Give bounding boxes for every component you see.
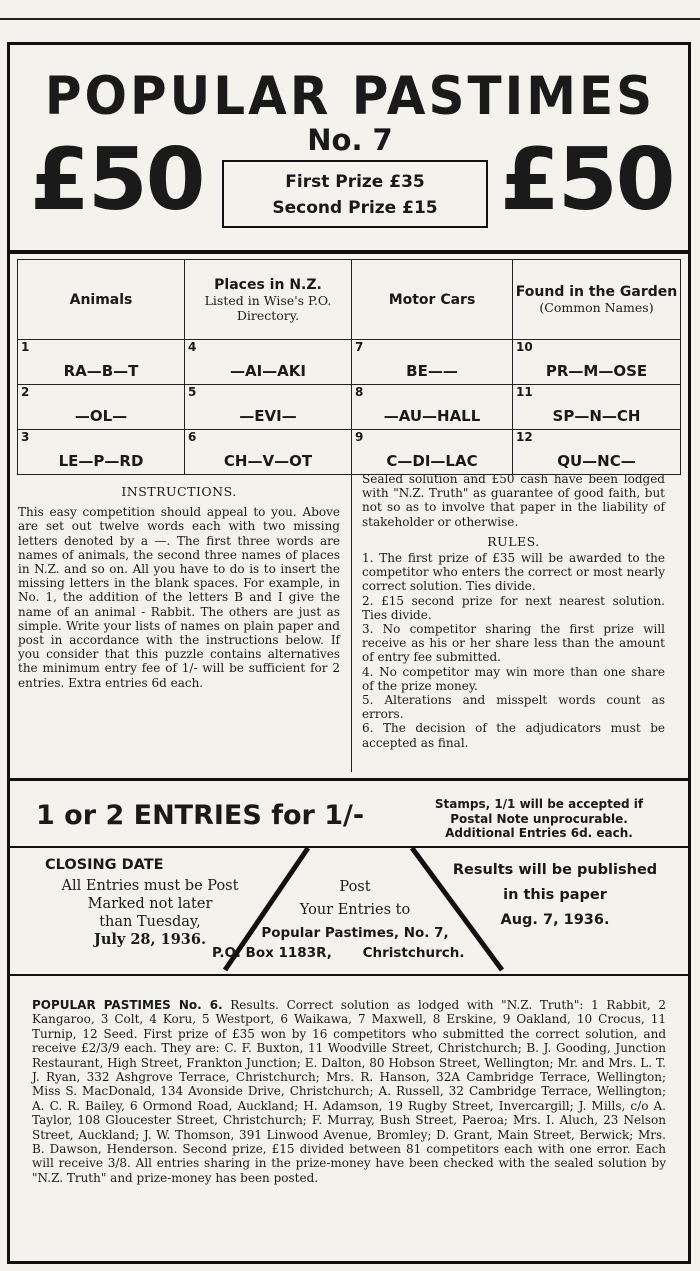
- closing-date: CLOSING DATE All Entries must be Post Marked not later than Tuesday, July 28, 1936.: [45, 857, 239, 948]
- puzzle-cell[interactable]: 2 —OL—: [18, 385, 185, 430]
- puzzle-cell[interactable]: 5 —EVI—: [185, 385, 352, 430]
- post-address: Post Your Entries to Popular Pastimes, No. 7,: [261, 879, 449, 941]
- rule-item: 1. The first prize of £35 will be awarded to the competitor who enters the correct or most nearly correct solution. Ties divide.: [362, 551, 665, 594]
- puzzle-cell[interactable]: 8 —AU—HALL: [352, 385, 513, 430]
- instructions: [18, 485, 340, 690]
- puzzle-cell[interactable]: 7 BE——: [352, 340, 513, 385]
- previous-results: [32, 998, 666, 1185]
- prize-amount-right: £50: [500, 130, 674, 230]
- column-head-garden: Found in the Garden (Common Names): [513, 260, 681, 340]
- column-divider: [351, 470, 352, 772]
- rules-column: [362, 472, 665, 750]
- grid-row: [18, 385, 681, 430]
- puzzle-cell[interactable]: 11 SP—N—CH: [513, 385, 681, 430]
- puzzle-grid: [17, 259, 681, 475]
- results-text: Results. Correct solution as lodged with "N.Z. Truth": 1 Rabbit, 2 Kangaroo, 3 Colt, 4 Koru, 5 Westport, 6 Waikawa, 7 Maxwell, 8 Erskine, 9 Oakland, 10 Crocus, 11 Turnip, 12 Seed. First prize of £35 won by 16 competitors who submitted the correct solution, and receive £2/3/9 each. They are: C. F. Buxton, 11 Woodville Street, Christchurch; B. J. Gooding, Junction Restaurant, High Street, Frankton Junction; E. Dalton, 80 Hobson Street, Wellington; Mr. and Mrs. L. T. J. Ryan, 332 Ashgrove Terrace, Christchurch; Mrs. R. Hanson, 32A Cambridge Terrace, Wellington; Miss S. MacDonald, 134 Avonside Drive, Christchurch; A. Russell, 32 Cambridge Terrace, Wellington; A. C. R. Bailey, 6 Ormond Road, Auckland; H. Adamson, 19 Rugby Street, Invercargill; J. Mills, c/o A. Taylor, 108 Gloucester Street, Christchurch; F. Murray, Bush Street, Paeroa; Mrs. I. Aluch, 23 Nelson Street, Auckland; J. W. Thomson, 391 Linwood Avenue, Bromley; D. Grant, Main Street, Berwick; Mrs. B. Dawson, Henderson. Second prize, £15 divided between 81 competitors each with one error. Each will receive 3/8. All entries sharing in the prize-money have been checked with the sealed solution by "N.Z. Truth" and prize-money has been posted.: [32, 998, 666, 1185]
- po-box: P.O. Box 1183R, Christchurch.: [212, 945, 465, 961]
- stamps-note: Stamps, 1/1 will be accepted if Postal Note unprocurable. Additional Entries 6d. each.: [434, 797, 644, 840]
- entries-headline: 1 or 2 ENTRIES for 1/-: [36, 800, 365, 831]
- prize-box: [222, 160, 488, 228]
- puzzle-cell[interactable]: 1 RA—B—T: [18, 340, 185, 385]
- divider: [10, 250, 688, 254]
- rule-item: 5. Alterations and misspelt words count as errors.: [362, 693, 665, 722]
- puzzle-cell[interactable]: 12 QU—NC—: [513, 430, 681, 475]
- instructions-heading: INSTRUCTIONS.: [121, 484, 237, 499]
- second-prize: Second Prize £15: [272, 198, 438, 218]
- puzzle-cell[interactable]: 3 LE—P—RD: [18, 430, 185, 475]
- rule-item: 3. No competitor sharing the first prize will receive as his or her share less than the amount of entry fee submitted.: [362, 622, 665, 665]
- rule-item: 2. £15 second prize for next nearest solution. Ties divide.: [362, 593, 665, 622]
- grid-row: [18, 340, 681, 385]
- column-head-places: Places in N.Z. Listed in Wise's P.O. Directory.: [185, 260, 352, 340]
- column-head-motor-cars: Motor Cars: [352, 260, 513, 340]
- sealed-solution-note: Sealed solution and £50 cash have been lodged with "N.Z. Truth" as guarantee of good faith, but not so as to involve that paper in the liability of stakeholder or otherwise.: [362, 472, 665, 529]
- rules-heading: RULES.: [487, 533, 540, 549]
- prize-amount-left: £50: [30, 130, 204, 230]
- puzzle-cell[interactable]: 4 —AI—AKI: [185, 340, 352, 385]
- divider: [10, 974, 688, 976]
- puzzle-cell[interactable]: 6 CH—V—OT: [185, 430, 352, 475]
- puzzle-cell[interactable]: 9 C—DI—LAC: [352, 430, 513, 475]
- results-lead: POPULAR PASTIMES No. 6.: [32, 998, 223, 1012]
- rule-item: 6. The decision of the adjudicators must be accepted as final.: [362, 721, 665, 750]
- puzzle-cell[interactable]: 10 PR—M—OSE: [513, 340, 681, 385]
- results-publication: Results will be published in this paper Aug. 7, 1936.: [452, 862, 658, 928]
- first-prize: First Prize £35: [285, 172, 425, 192]
- top-rule: [0, 18, 700, 20]
- page-title: POPULAR PASTIMES: [44, 65, 656, 127]
- grid-row: [18, 430, 681, 475]
- divider: [10, 778, 688, 781]
- competition-number: No. 7: [307, 123, 393, 157]
- instructions-text: This easy competition should appeal to you. Above are set out twelve words each with two missing letters denoted by a —. The first three words are names of animals, the second three names of places in N.Z. and so on. All you have to do is to insert the missing letters in the blank spaces. For example, in No. 1, the addition of the letters B and I give the name of an animal - Rabbit. The others are just as simple. Write your lists of names on plain paper and post in accordance with the instructions below. If you consider that this puzzle contains alternatives the minimum entry fee of 1/- will be sufficient for 2 entries. Extra entries 6d each.: [18, 505, 340, 690]
- rule-item: 4. No competitor may win more than one share of the prize money.: [362, 664, 665, 693]
- column-head-animals: Animals: [18, 260, 185, 340]
